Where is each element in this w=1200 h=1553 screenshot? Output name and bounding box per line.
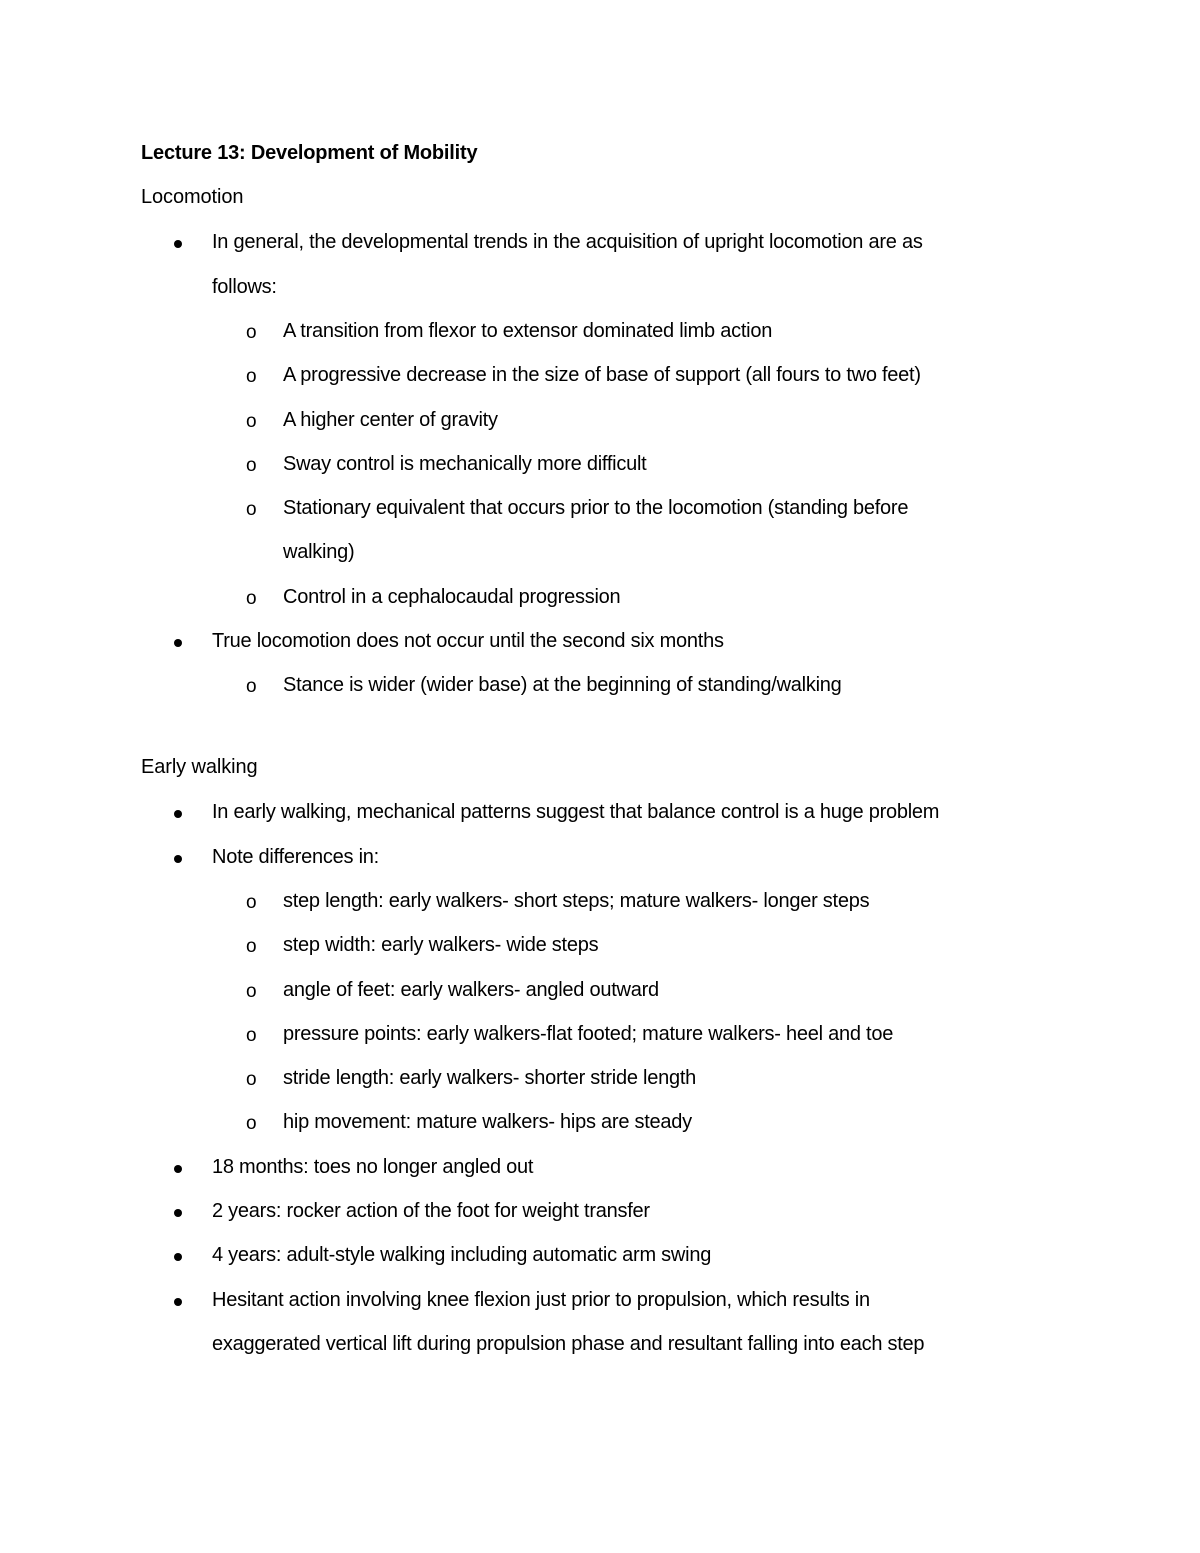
- sub-list-item: Control in a cephalocaudal progression: [283, 585, 621, 608]
- sub-list-item: A progressive decrease in the size of base of support (all fours to two feet): [283, 364, 921, 387]
- sub-list-item: step length: early walkers- short steps; mature walkers- longer steps: [283, 889, 870, 912]
- sub-list-item: A higher center of gravity: [283, 408, 498, 431]
- sub-bullet-icon: o: [246, 1069, 257, 1091]
- sub-bullet-icon: o: [246, 410, 257, 432]
- sub-bullet-icon: o: [246, 1024, 257, 1046]
- bullet-icon: [174, 855, 182, 863]
- bullet-icon: [174, 240, 182, 248]
- bullet-icon: [174, 1298, 182, 1306]
- sub-list-item: A transition from flexor to extensor dominated limb action: [283, 319, 773, 342]
- list-item: follows:: [212, 275, 277, 298]
- sub-bullet-icon: o: [246, 676, 257, 698]
- sub-bullet-icon: o: [246, 321, 257, 343]
- list-item: In early walking, mechanical patterns suggest that balance control is a huge problem: [212, 801, 940, 824]
- sub-bullet-icon: o: [246, 366, 257, 388]
- bullet-icon: [174, 639, 182, 647]
- bullet-icon: [174, 810, 182, 818]
- sub-list-item: angle of feet: early walkers- angled outward: [283, 978, 659, 1001]
- sub-list-item: Stance is wider (wider base) at the beginning of standing/walking: [283, 674, 842, 697]
- sub-list-item: pressure points: early walkers-flat footed; mature walkers- heel and toe: [283, 1022, 894, 1045]
- bullet-icon: [174, 1165, 182, 1173]
- list-item: 2 years: rocker action of the foot for weight transfer: [212, 1200, 650, 1222]
- sub-bullet-icon: o: [246, 891, 257, 913]
- bullet-icon: [174, 1209, 182, 1217]
- sub-list-item: step width: early walkers- wide steps: [283, 934, 599, 957]
- sub-list-item: Stationary equivalent that occurs prior to the locomotion (standing before: [283, 497, 909, 520]
- sub-bullet-icon: o: [246, 454, 257, 476]
- list-item: Hesitant action involving knee flexion just prior to propulsion, which results in: [212, 1288, 870, 1311]
- sub-bullet-icon: o: [246, 499, 257, 521]
- list-item: Note differences in:: [212, 845, 379, 868]
- section-heading: Early walking: [141, 756, 258, 778]
- sub-list-item: walking): [283, 541, 355, 564]
- sub-list-item: hip movement: mature walkers- hips are steady: [283, 1111, 692, 1134]
- list-item: True locomotion does not occur until the second six months: [212, 630, 724, 652]
- list-item: exaggerated vertical lift during propulsion phase and resultant falling into each step: [212, 1332, 925, 1355]
- bullet-icon: [174, 1253, 182, 1261]
- list-item: In general, the developmental trends in the acquisition of upright locomotion are as: [212, 231, 923, 254]
- sub-bullet-icon: o: [246, 1113, 257, 1135]
- sub-list-item: Sway control is mechanically more difficult: [283, 452, 647, 475]
- sub-list-item: stride length: early walkers- shorter stride length: [283, 1067, 696, 1090]
- sub-bullet-icon: o: [246, 936, 257, 958]
- document-title: Lecture 13: Development of Mobility: [141, 142, 478, 164]
- list-item: 4 years: adult-style walking including automatic arm swing: [212, 1244, 712, 1267]
- list-item: 18 months: toes no longer angled out: [212, 1155, 534, 1178]
- section-heading: Locomotion: [141, 186, 244, 208]
- sub-bullet-icon: o: [246, 587, 257, 609]
- sub-bullet-icon: o: [246, 980, 257, 1002]
